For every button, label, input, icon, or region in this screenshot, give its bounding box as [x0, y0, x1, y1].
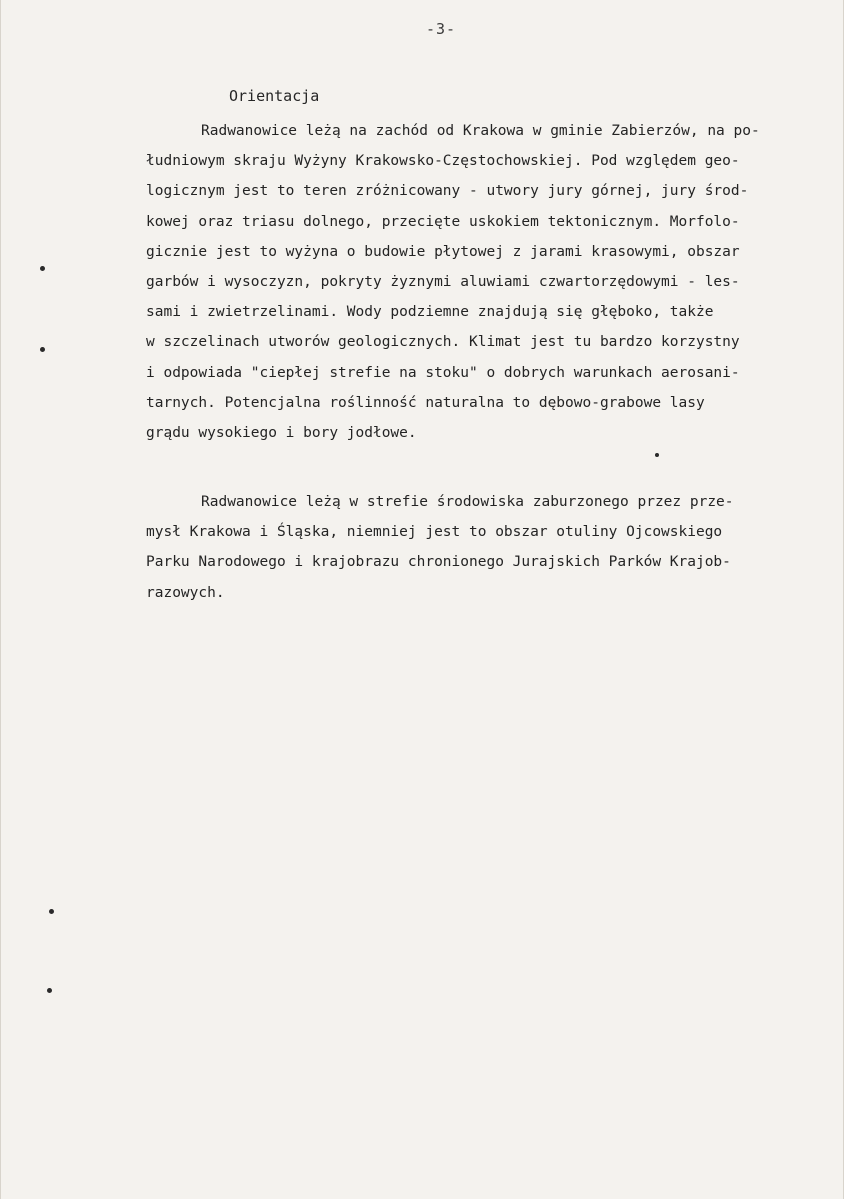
text-line: tarnych. Potencjalna roślinność naturalna to dębowo-grabowe lasy: [146, 394, 705, 411]
text-line: w szczelinach utworów geologicznych. Klimat jest tu bardzo korzystny: [146, 334, 740, 351]
text-line: kowej oraz triasu dolnego, przecięte uskokiem tektonicznym. Morfolo-: [146, 213, 740, 230]
text-line: razowych.: [146, 584, 225, 601]
text-line: Radwanowice leżą w strefie środowiska zaburzonego przez prze-: [201, 494, 734, 510]
margin-mark: [40, 266, 45, 271]
section-heading: Orientacja: [229, 87, 320, 105]
text-line: Radwanowice leżą na zachód od Krakowa w gminie Zabierzów, na po-: [201, 123, 760, 139]
margin-mark: [40, 347, 45, 352]
margin-mark: [47, 988, 52, 993]
text-line: mysł Krakowa i Śląska, niemniej jest to obszar otuliny Ojcowskiego: [146, 524, 723, 541]
text-line: i odpowiada "ciepłej strefie na stoku" o dobrych warunkach aerosani-: [146, 364, 740, 381]
text-line: logicznym jest to teren zróżnicowany - utwory jury górnej, jury środ-: [146, 183, 749, 200]
ink-dot: [655, 453, 659, 457]
text-line: sami i zwietrzelinami. Wody podziemne znajdują się głęboko, także: [146, 304, 714, 321]
margin-mark: [49, 909, 54, 914]
text-line: grądu wysokiego i bory jodłowe.: [146, 424, 417, 441]
paragraph-1: [146, 116, 844, 448]
paragraph-2: [146, 487, 844, 608]
text-line: gicznie jest to wyżyna o budowie płytowej z jarami krasowymi, obszar: [146, 243, 740, 260]
page-number: -3-: [426, 20, 457, 38]
text-line: łudniowym skraju Wyżyny Krakowsko-Częstochowskiej. Pod względem geo-: [146, 153, 740, 170]
text-line: garbów i wysoczyzn, pokryty żyznymi aluwiami czwartorzędowymi - les-: [146, 273, 740, 290]
text-line: Parku Narodowego i krajobrazu chronionego Jurajskich Parków Krajob-: [146, 554, 731, 571]
